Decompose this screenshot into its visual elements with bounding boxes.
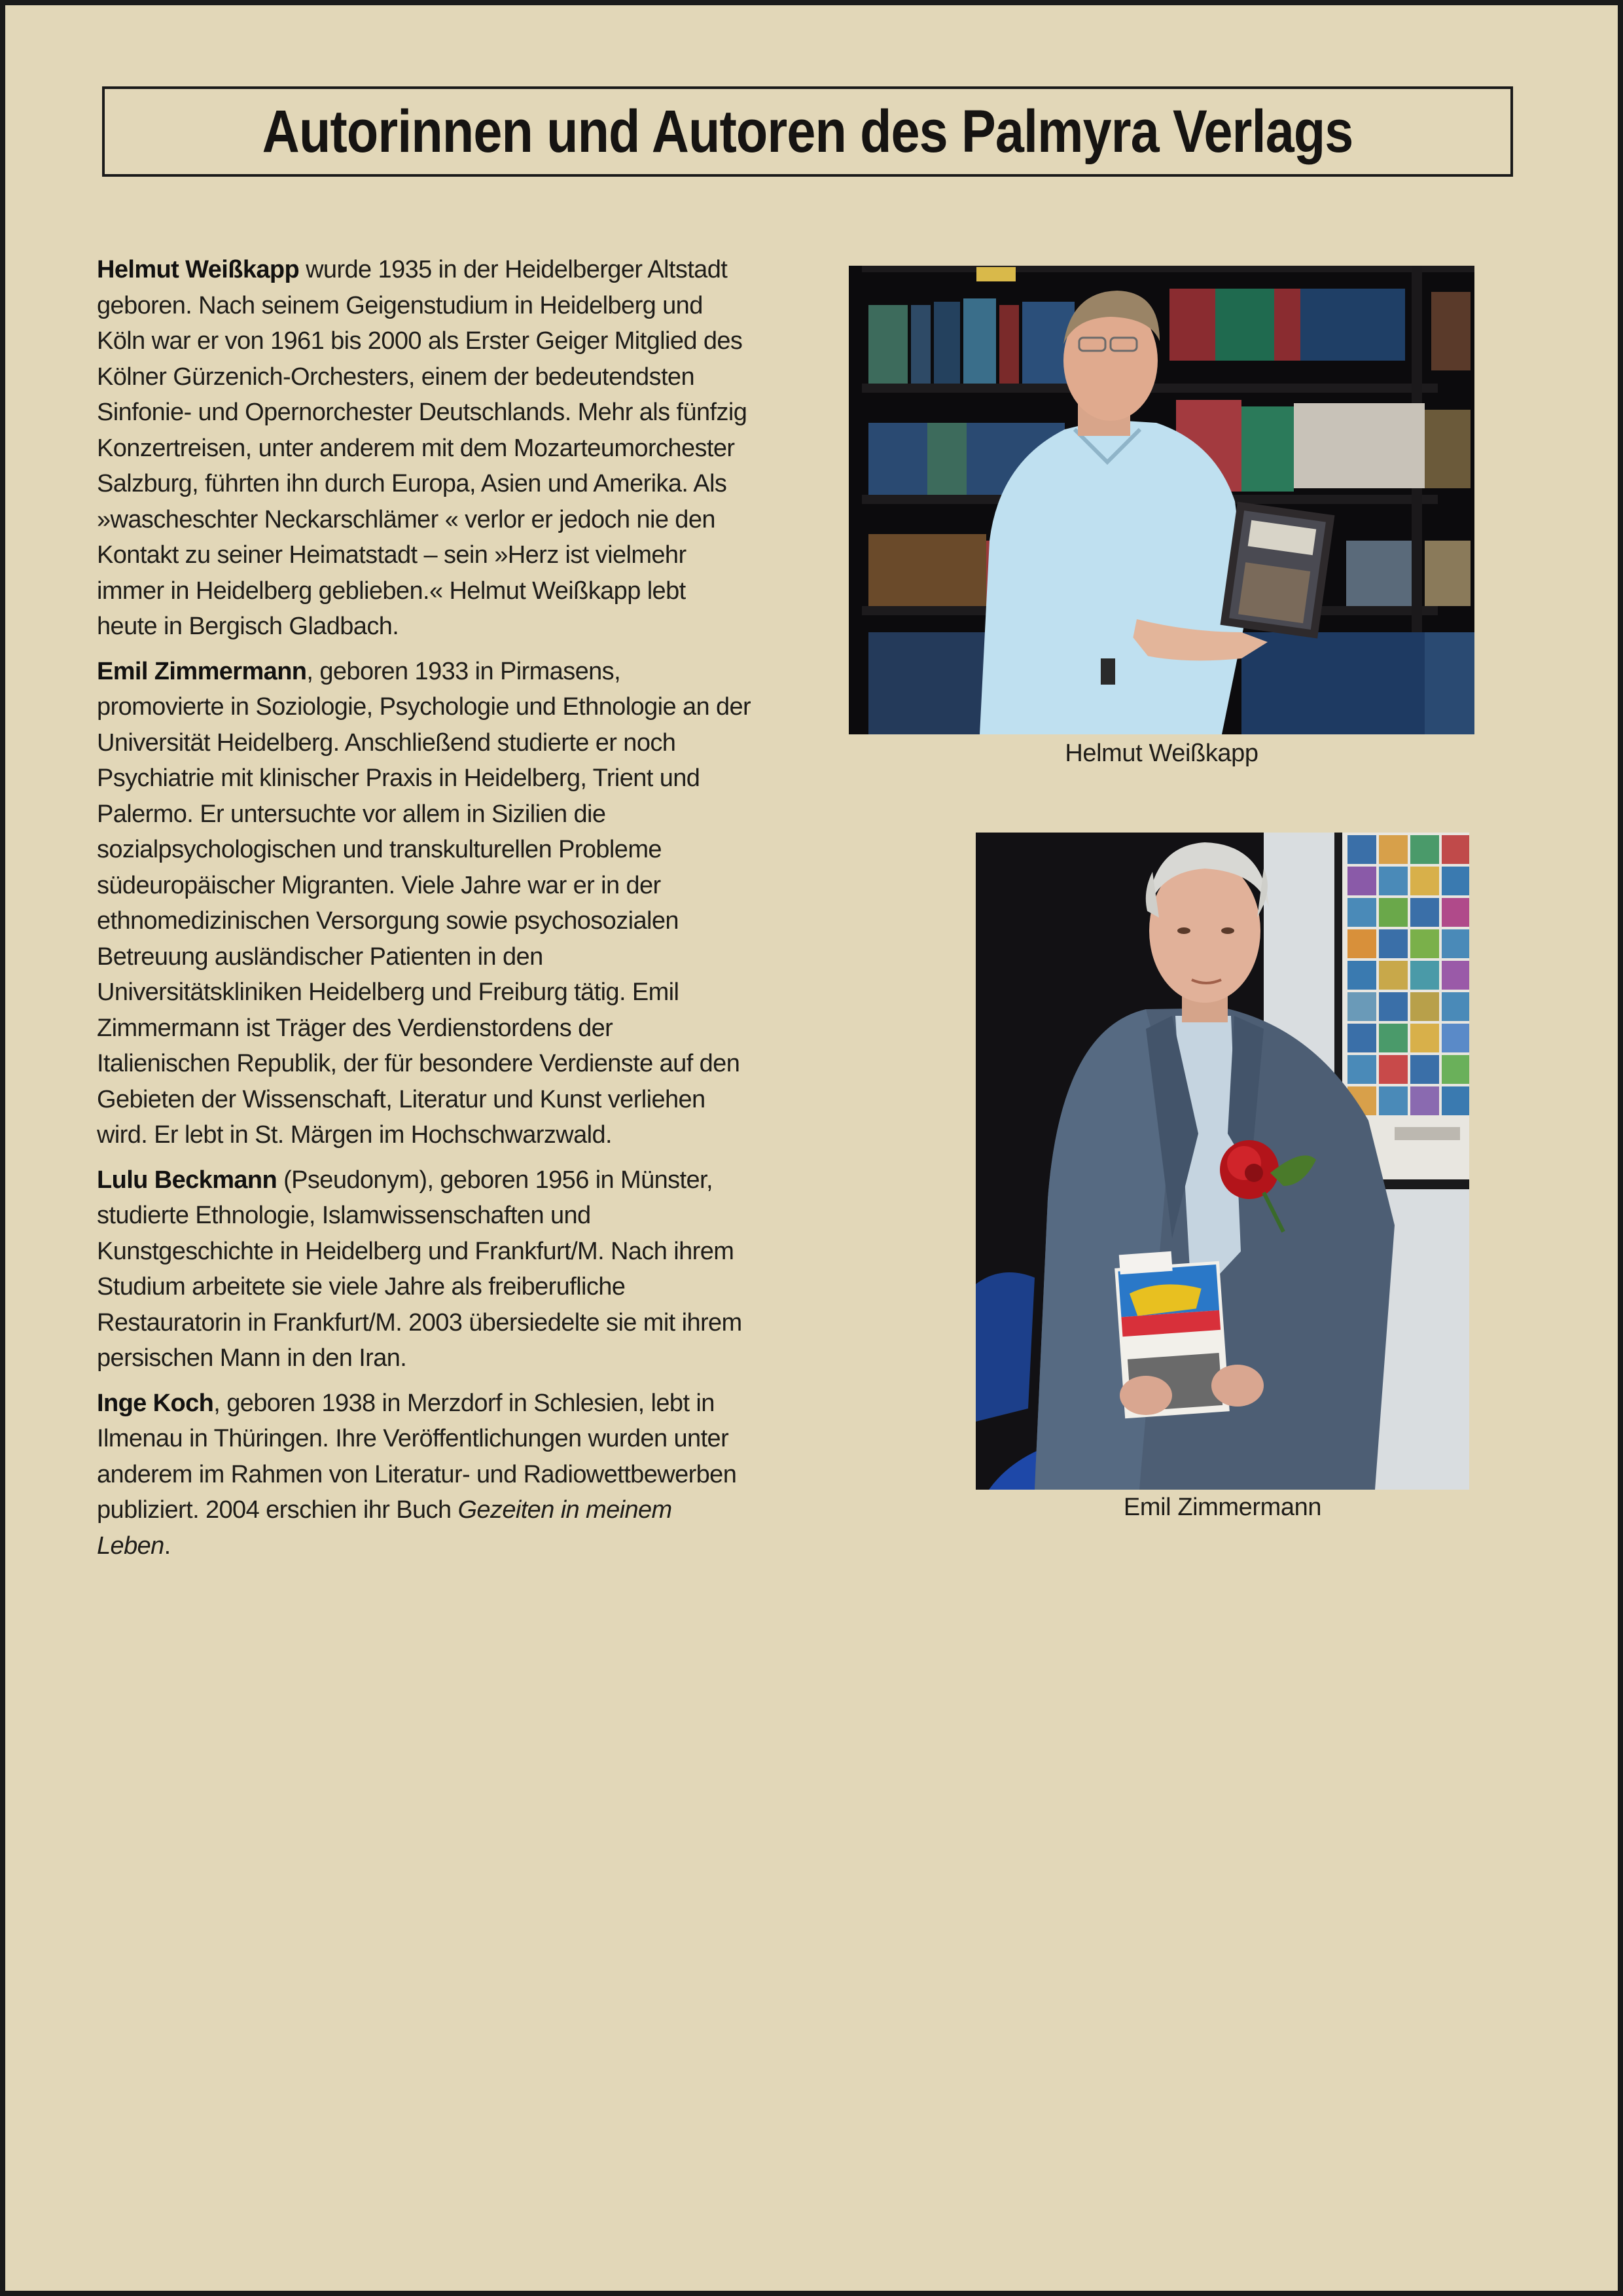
bio-helmut-weisskapp (97, 252, 751, 645)
author-name: Helmut Weißkapp (97, 256, 300, 283)
bio-text-end: . (164, 1532, 171, 1560)
bio-inge-koch (97, 1386, 751, 1564)
bio-text: , geboren 1938 in Merzdorf in Schlesien, lebt in Ilmenau in Thüringen. Ihre Veröffentlichungen wurden unter anderem im Rahmen von Literatur- und Radiowettbewerben publiziert. 2004 erschien ihr Buch (97, 1389, 737, 1524)
bio-text: wurde 1935 in der Heidelberger Altstadt geboren. Nach seinem Geigenstudium in Heidelberg und Köln war er von 1961 bis 2000 als Erster Geiger Mitglied des Kölner Gürzenich-Orchesters, einem der bedeutendsten Sinfonie- und Opernorchester Deutschlands. Mehr als fünfzig Konzertreisen, unter anderem mit dem Mozarteumorchester Salzburg, führten ihn durch Europa, Asien und Amerika. Als »wascheschter Neckarschlämer « verlor er jedoch nie den Kontakt zu seiner Heimatstadt – sein »Herz ist vielmehr immer in Heidelberg geblieben.« Helmut Weißkapp lebt heute in Bergisch Gladbach. (97, 256, 747, 640)
title-box (102, 86, 1513, 177)
photo-caption: Emil Zimmermann (1123, 1494, 1322, 1521)
bio-emil-zimmermann (97, 654, 751, 1153)
book-title: Gezeiten in meinem Leben (97, 1496, 672, 1560)
author-name: Emil Zimmermann (97, 657, 307, 685)
bio-text: (Pseudonym), geboren 1956 in Münster, studierte Ethnologie, Islamwissenschaften und Kunstgeschichte in Heidelberg und Frankfurt/M. Nach ihrem Studium arbeitete sie viele Jahre als freiberufliche Restauratorin in Frankfurt/M. 2003 übersiedelte sie mit ihrem persischen Mann in den Iran. (97, 1166, 742, 1372)
bio-text: , geboren 1933 in Pirmasens, promovierte in Soziologie, Psychologie und Ethnologie an der Universität Heidelberg. Anschließend studierte er noch Psychiatrie mit klinischer Praxis in Heidelberg, Trient und Palermo. Er untersuchte vor allem in Sizilien die sozialpsychologischen und transkulturellen Probleme südeuropäischer Migranten. Viele Jahre war er in der ethnomedizinischen Versorgung sowie psychosozialen Betreuung ausländischer Patienten in den Universitätskliniken Heidelberg und Freiburg tätig. Emil Zimmermann ist Träger des Verdienstordens der Italienischen Republik, der für besondere Verdienste auf den Gebieten der Wissenschaft, Literatur und Kunst verliehen wird. Er lebt in St. Märgen im Hochschwarzwald. (97, 657, 751, 1149)
photo-caption: Helmut Weißkapp (1065, 740, 1258, 767)
bio-lulu-beckmann (97, 1162, 751, 1376)
author-name: Lulu Beckmann (97, 1166, 277, 1194)
author-bios (97, 252, 751, 1573)
author-name: Inge Koch (97, 1389, 214, 1417)
photo-emil-zimmermann (976, 833, 1469, 1490)
photo-helmut-weisskapp (849, 266, 1474, 734)
page-title: Autorinnen und Autoren des Palmyra Verlags (262, 98, 1353, 165)
